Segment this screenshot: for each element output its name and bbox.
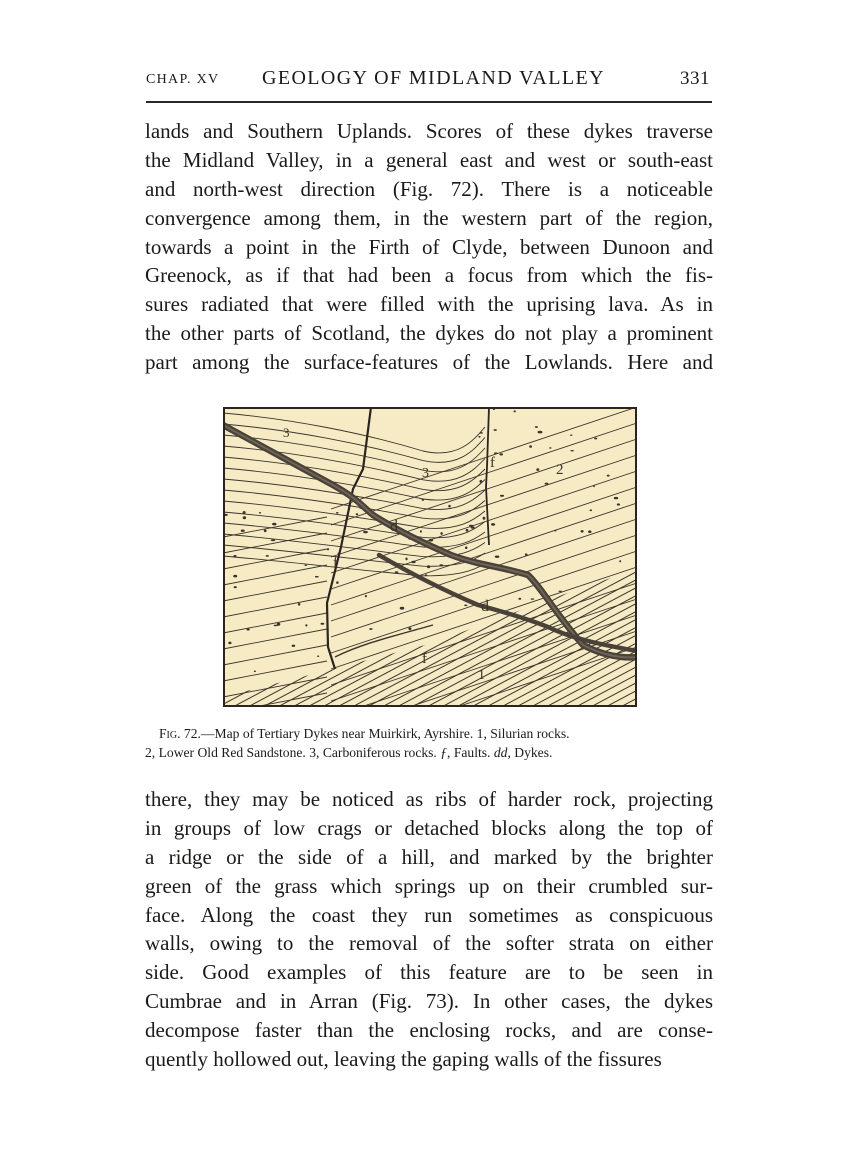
stipple-dot — [228, 642, 231, 645]
figure-caption — [145, 724, 713, 762]
stipple-dot — [607, 475, 610, 477]
stipple-dot — [336, 512, 339, 514]
text-line: lands and Southern Uplands. Scores of these dykes traverse — [145, 119, 713, 143]
stipple-dot — [365, 595, 367, 597]
stipple-dot — [536, 468, 539, 471]
stipple-dot — [478, 436, 480, 438]
stipple-dot — [264, 529, 267, 532]
paragraph-after-figure — [145, 785, 713, 1074]
caption-text: —Map of Tertiary Dykes near Muirkirk, Ayrshire. 1, Silurian rocks. — [200, 726, 570, 741]
stipple-dot — [243, 511, 246, 514]
stipple-dot — [272, 523, 276, 526]
stipple-dot — [464, 605, 467, 607]
stipple-dot — [480, 480, 483, 483]
stipple-dot — [491, 523, 495, 526]
label-fault-upper: f — [490, 455, 495, 471]
stipple-dot — [514, 410, 516, 412]
stipple-dot — [408, 627, 411, 630]
text-line: there, they may be noticed as ribs of harder rock, projecting — [145, 787, 713, 811]
stipple-dot — [259, 512, 261, 514]
caption-fig-label: Fig. 72. — [159, 726, 201, 741]
stipple-dot — [400, 607, 405, 610]
text-line: Greenock, as if that had been a focus from which the fis- — [145, 263, 713, 288]
geological-map — [223, 407, 637, 707]
stipple-dot — [292, 645, 296, 647]
stipple-dot — [619, 560, 621, 562]
stipple-dot — [304, 565, 307, 566]
stipple-dot — [549, 447, 551, 448]
stipple-dot — [495, 556, 500, 558]
text-line: walls, owing to the removal of the softer strata on either — [145, 931, 713, 956]
stipple-dot — [494, 429, 497, 431]
text-line: a ridge or the side of a hill, and marked by the brighter — [145, 844, 713, 869]
text-line: the other parts of Scotland, the dykes do not play a prominent — [145, 321, 713, 346]
caption-text: , Dykes. — [507, 745, 553, 760]
stipple-dot — [494, 452, 498, 454]
label-fault-middle: f — [333, 555, 338, 571]
stipple-dot — [427, 565, 430, 568]
label-silurian: 1 — [478, 668, 485, 683]
text-line: and north-west direction (Fig. 72). There is a noticeable — [145, 176, 713, 201]
label-fault-lower: f — [422, 651, 427, 667]
stipple-dot — [525, 553, 528, 555]
caption-text: 2, Lower Old Red Sandstone. 3, Carboniferous rocks. — [145, 745, 441, 760]
label-carboniferous-center: 3 — [422, 466, 429, 481]
text-line: towards a point in the Firth of Clyde, between Dunoon and — [145, 234, 713, 259]
stipple-dot — [395, 571, 399, 573]
running-head — [146, 64, 712, 94]
text-line: sures radiated that were filled with the uprising lava. As in — [145, 292, 713, 317]
text-line: green of the grass which springs up on their crumbled sur- — [145, 873, 713, 898]
stipple-dot — [356, 513, 359, 515]
stipple-dot — [593, 486, 595, 488]
stipple-dot — [317, 656, 319, 657]
stipple-dot — [570, 435, 572, 436]
paragraph-before-figure — [145, 117, 713, 377]
stipple-dot — [570, 450, 573, 451]
label-dyke-upper: d — [390, 518, 398, 535]
text-line: in groups of low crags or detached blocks along the top of — [145, 815, 713, 840]
stipple-dot — [315, 576, 319, 578]
stipple-dot — [466, 529, 469, 532]
stipple-dot — [617, 503, 620, 505]
stipple-dot — [233, 555, 236, 557]
stipple-dot — [439, 564, 443, 566]
stipple-dot — [545, 483, 549, 485]
stipple-dot — [588, 530, 591, 533]
stipple-dot — [590, 509, 593, 511]
stipple-dot — [554, 530, 556, 532]
caption-text: , Faults. — [447, 745, 494, 760]
stipple-dot — [305, 624, 307, 626]
stipple-dot — [422, 499, 425, 501]
text-line: the Midland Valley, in a general east and west or south-east — [145, 147, 713, 172]
stipple-dot — [535, 426, 538, 428]
stipple-dot — [241, 530, 245, 532]
stipple-dot — [581, 530, 584, 533]
stipple-dot — [405, 558, 407, 561]
stipple-dot — [363, 531, 368, 533]
stipple-dot — [411, 561, 415, 563]
stipple-dot — [233, 575, 237, 578]
stipple-dot — [271, 539, 276, 541]
caption-line-2 — [145, 743, 713, 762]
stipple-dot — [500, 495, 504, 497]
stipple-dot — [518, 598, 521, 600]
stipple-dot — [614, 497, 618, 499]
stipple-dot — [529, 445, 532, 448]
stipple-dot — [254, 671, 256, 673]
text-line: face. Along the coast they run sometimes as conspicuous — [145, 902, 713, 927]
stipple-dot — [483, 517, 486, 520]
text-line: quently hollowed out, leaving the gaping walls of the fissures — [145, 1047, 662, 1072]
stipple-dot — [440, 532, 442, 535]
label-old-red-sandstone: 2 — [556, 462, 564, 478]
dyke-map-figure — [223, 407, 637, 707]
stipple-dot — [499, 453, 503, 455]
stipple-dot — [531, 598, 535, 599]
dykes-symbol: dd — [493, 745, 508, 760]
stipple-dot — [420, 530, 422, 533]
stipple-dot — [448, 505, 450, 508]
stipple-dot — [266, 555, 269, 557]
stipple-dot — [471, 526, 475, 528]
caption-line-1 — [145, 724, 713, 743]
stipple-dot — [538, 431, 543, 434]
faults-symbol: ƒ — [440, 745, 448, 760]
stipple-dot — [298, 603, 301, 606]
stipple-dot — [558, 591, 562, 592]
text-line: decompose faster than the enclosing rocks, and are conse- — [145, 1018, 713, 1043]
stipple-dot — [465, 546, 467, 549]
text-line: Cumbrae and in Arran (Fig. 73). In other cases, the dykes — [145, 989, 713, 1014]
text-line: part among the surface-features of the Lowlands. Here and — [145, 350, 713, 375]
stipple-dot — [369, 628, 372, 630]
stipple-dot — [425, 574, 427, 576]
stipple-dot — [594, 438, 597, 440]
stipple-dot — [336, 581, 338, 584]
chapter-label: CHAP. XV — [146, 72, 220, 87]
stipple-dot — [247, 628, 250, 630]
stipple-dot — [469, 525, 473, 527]
stipple-dot — [480, 432, 483, 434]
text-line: side. Good examples of this feature are to be seen in — [145, 960, 713, 985]
stipple-dot — [429, 539, 433, 542]
stipple-dot — [277, 623, 281, 626]
running-title: GEOLOGY OF MIDLAND VALLEY — [262, 67, 605, 89]
stipple-dot — [321, 623, 325, 625]
page-number: 331 — [680, 68, 710, 89]
label-dyke-lower: d — [481, 598, 489, 615]
stipple-dot — [243, 516, 246, 519]
text-line: convergence among them, in the western part of the region, — [145, 205, 713, 230]
header-rule — [146, 101, 712, 103]
stipple-dot — [327, 548, 329, 550]
label-carboniferous-left: 3 — [283, 425, 290, 440]
stipple-dot — [234, 586, 237, 588]
